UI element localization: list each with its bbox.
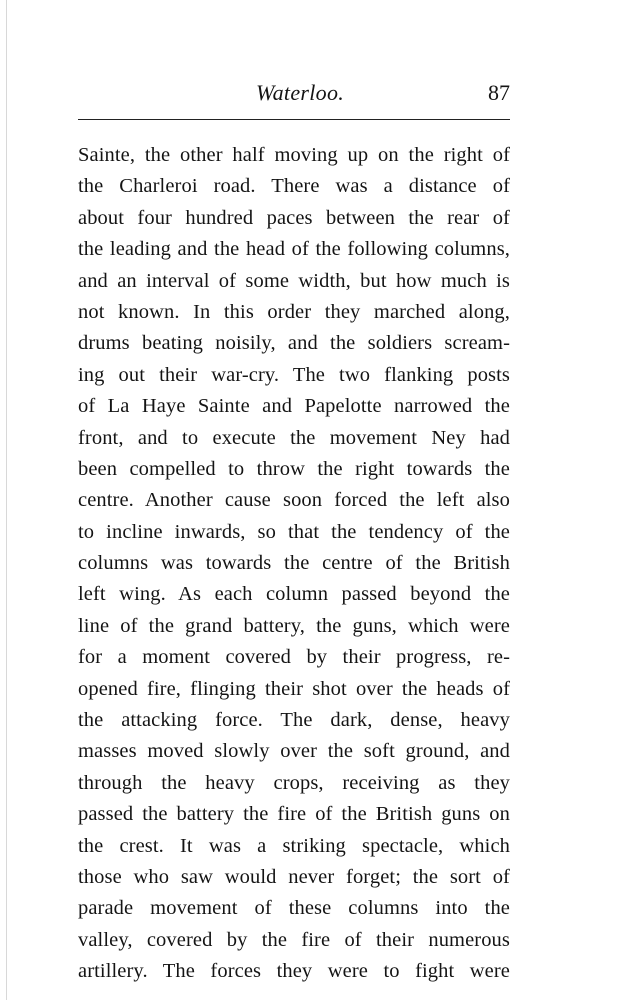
- running-head: [78, 80, 510, 110]
- text-line: not known. In this order they marched along,: [78, 300, 510, 323]
- page-number: 87: [488, 80, 510, 105]
- header-rule: [78, 119, 510, 120]
- text-line: valley, covered by the fire of their numerous: [78, 928, 510, 951]
- text-line: the leading and the head of the following columns,: [78, 238, 510, 261]
- text-line: the attacking force. The dark, dense, heavy: [78, 709, 510, 732]
- page-edge: [6, 0, 7, 1000]
- text-line: masses moved slowly over the soft ground, and: [78, 740, 510, 763]
- text-line: parade movement of these columns into the: [78, 897, 510, 920]
- text-line: for a moment covered by their progress, re-: [78, 646, 510, 669]
- text-line: the crest. It was a striking spectacle, which: [78, 834, 510, 857]
- text-line: to incline inwards, so that the tendency of the: [78, 520, 510, 543]
- text-line: line of the grand battery, the guns, which were: [78, 614, 510, 637]
- running-title: Waterloo.: [256, 80, 345, 105]
- text-line: been compelled to throw the right towards the: [78, 457, 510, 480]
- body-text: [78, 140, 510, 988]
- text-line: front, and to execute the movement Ney had: [78, 426, 510, 449]
- text-line: columns was towards the centre of the British: [78, 552, 510, 575]
- text-line: the Charleroi road. There was a distance of: [78, 175, 510, 198]
- text-line: ing out their war-cry. The two flanking posts: [78, 363, 510, 386]
- text-line: centre. Another cause soon forced the left also: [78, 489, 510, 512]
- text-line: left wing. As each column passed beyond the: [78, 583, 510, 606]
- text-line: about four hundred paces between the rear of: [78, 206, 510, 229]
- text-line: artillery. The forces they were to fight were: [78, 960, 510, 983]
- text-line: drums beating noisily, and the soldiers scream-: [78, 332, 510, 355]
- text-line: Sainte, the other half moving up on the right of: [78, 144, 510, 166]
- text-line: of La Haye Sainte and Papelotte narrowed the: [78, 395, 510, 418]
- text-line: those who saw would never forget; the sort of: [78, 865, 510, 888]
- text-line: and an interval of some width, but how much is: [78, 269, 510, 292]
- text-line: through the heavy crops, receiving as they: [78, 771, 510, 794]
- text-line: opened fire, flinging their shot over the heads of: [78, 677, 510, 700]
- text-line: passed the battery the fire of the British guns on: [78, 803, 510, 826]
